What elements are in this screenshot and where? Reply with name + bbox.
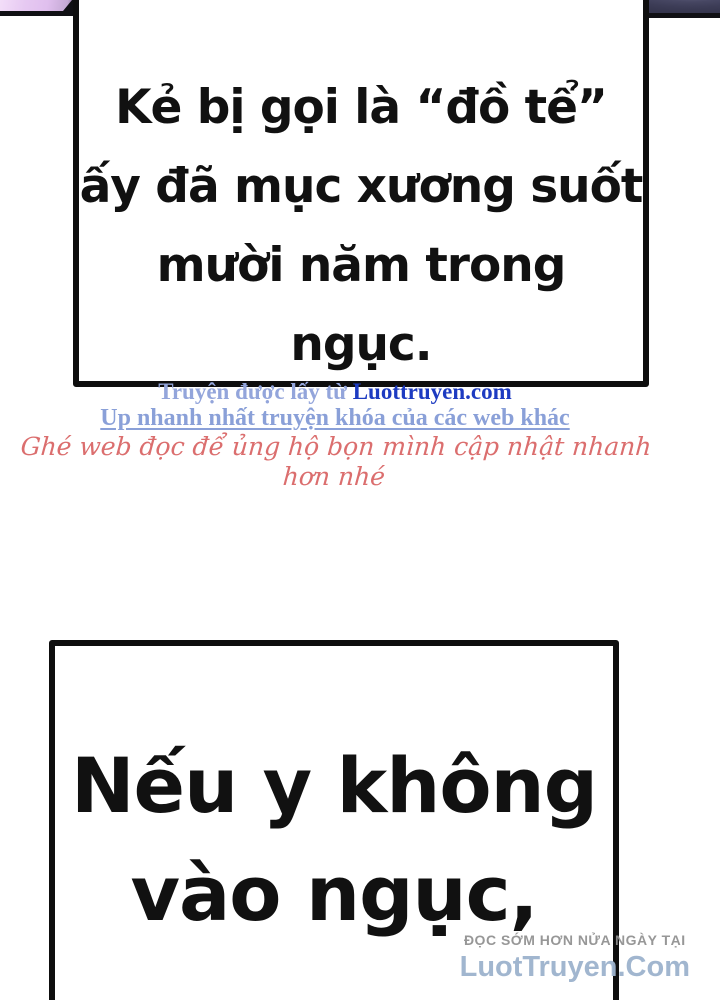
- watermark-support-line: Ghé web đọc để ủng hộ bọn mình cập nhật nhanh hơn nhé: [19, 432, 653, 491]
- watermark-source-site: Luottruyen.com: [352, 379, 512, 404]
- speech-bubble-top-text: [79, 68, 643, 384]
- bubble1-line3: mười năm trong ngục.: [156, 238, 566, 372]
- watermark-promo-line: Up nhanh nhất truyện khóa của các web khác: [100, 405, 570, 431]
- site-watermark-tagline: ĐỌC SỚM HƠN NỬA NGÀY TẠI: [463, 932, 686, 948]
- bubble2-line2: vào ngục,: [130, 849, 538, 938]
- watermark-source-line: [0, 379, 670, 405]
- watermark-source-prefix: Truyện được lấy từ: [158, 379, 353, 404]
- speech-bubble-bottom-text: [71, 732, 597, 948]
- site-watermark-sitename: LuotTruyen.Com: [459, 951, 690, 983]
- translator-watermark: [0, 379, 670, 492]
- speech-bubble-top: [73, 0, 649, 387]
- site-watermark: [460, 931, 690, 983]
- previous-panel-art-left: [0, 0, 72, 11]
- bubble1-line1: Kẻ bị gọi là “đồ tể”: [115, 80, 607, 135]
- previous-panel-art-right: [639, 0, 720, 13]
- bubble2-line1: Nếu y không: [70, 741, 598, 830]
- bubble1-line2: ấy đã mục xương suốt: [79, 159, 643, 214]
